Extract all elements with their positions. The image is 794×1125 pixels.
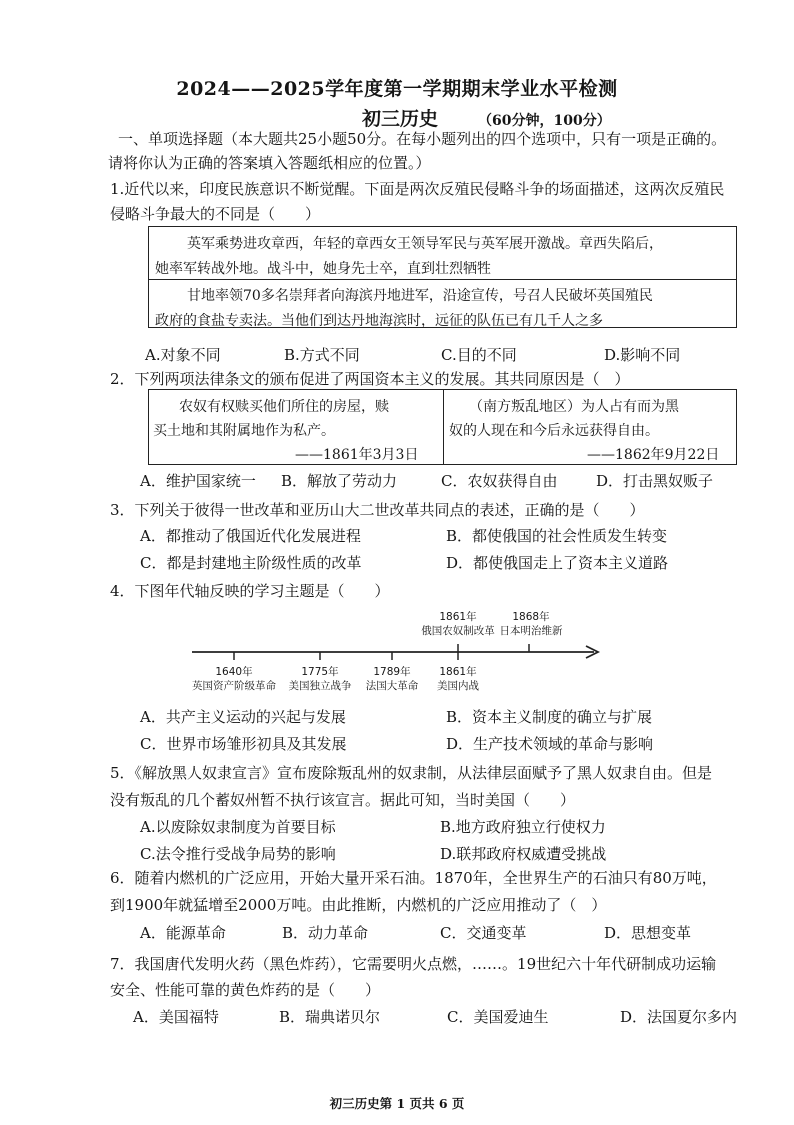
- q6-stem-line2: 到1900年就猛增至2000万吨。由此推断，内燃机的广泛应用推动了（ ）: [110, 896, 607, 914]
- q6-option-d[interactable]: D．思想变革: [604, 924, 692, 942]
- q2-option-a[interactable]: A．维护国家统一: [140, 472, 256, 490]
- timeline-event-1861-us: [428, 665, 488, 693]
- subject-label: 初三历史: [362, 108, 439, 130]
- section-instruction-line2: 请将你认为正确的答案填入答题纸相应的位置。）: [108, 154, 431, 172]
- timeline-event: 美国内战: [437, 680, 479, 692]
- q4-stem: 4．下图年代轴反映的学习主题是（ ）: [110, 582, 390, 600]
- timeline-year: 1789年: [373, 666, 411, 678]
- q2-left-source: ——1861年3月3日: [295, 447, 419, 463]
- duration-label: （60分钟，100分）: [478, 113, 611, 129]
- q5-option-d[interactable]: D.联邦政府权威遭受挑战: [440, 845, 607, 863]
- timeline-event-1868-japan: [496, 610, 566, 638]
- q7-stem-line1: 7．我国唐代发明火药（黑色炸药），它需要明火点燃，……。19世纪六十年代研制成功运输: [110, 955, 717, 973]
- q7-option-c[interactable]: C．美国爱迪生: [447, 1008, 549, 1026]
- q2-box-divider: [443, 390, 444, 464]
- timeline-year: 1861年: [439, 666, 477, 678]
- q6-option-b[interactable]: B．动力革命: [282, 924, 369, 942]
- q4-option-a[interactable]: A．共产主义运动的兴起与发展: [140, 708, 346, 726]
- q1-box1-line2: 她率军转战外地。战斗中，她身先士卒，直到壮烈牺牲: [155, 261, 491, 277]
- q7-option-d[interactable]: D．法国夏尔多内: [620, 1008, 738, 1026]
- section-instruction-line1: 一、单项选择题（本大题共25小题50分。在每小题列出的四个选项中，只有一项是正确的。: [118, 130, 727, 148]
- timeline-event: 日本明治维新: [499, 625, 563, 637]
- timeline-event-1861-russia: [408, 610, 508, 638]
- q1-box-divider: [149, 279, 736, 280]
- timeline-year: 1861年: [439, 611, 477, 623]
- q7-option-b[interactable]: B．瑞典诺贝尔: [279, 1008, 381, 1026]
- q5-option-c[interactable]: C.法令推行受战争局势的影响: [140, 845, 336, 863]
- q2-left-line1: 农奴有权赎买他们所住的房屋，赎: [179, 399, 389, 415]
- q2-option-d[interactable]: D．打击黑奴贩子: [596, 472, 714, 490]
- q1-stem-line1: 1.近代以来，印度民族意识不断觉醒。下面是两次反殖民侵略斗争的场面描述，这两次反殖民: [110, 180, 725, 198]
- q2-right-source: ——1862年9月22日: [587, 447, 720, 463]
- timeline-event: 俄国农奴制改革: [421, 625, 495, 637]
- q5-option-a[interactable]: A.以废除奴隶制度为首要目标: [140, 818, 336, 836]
- q1-box2-line1: 甘地率领70多名崇拜者向海滨丹地进军，沿途宣传，号召人民破坏英国殖民: [187, 288, 653, 304]
- q1-option-d[interactable]: D.影响不同: [604, 346, 681, 364]
- exam-title: 2024——2025学年度第一学期期末学业水平检测: [176, 78, 618, 100]
- q2-option-b[interactable]: B．解放了劳动力: [281, 472, 398, 490]
- exam-subtitle: [362, 104, 611, 131]
- q3-stem: 3．下列关于彼得一世改革和亚历山大二世改革共同点的表述，正确的是（ ）: [110, 501, 645, 519]
- q1-stem-line2: 侵略斗争最大的不同是（ ）: [110, 205, 321, 223]
- q7-stem-line2: 安全、性能可靠的黄色炸药的是（ ）: [110, 981, 381, 999]
- timeline-event: 英国资产阶级革命: [192, 680, 276, 692]
- q1-material-box: [148, 226, 737, 328]
- timeline-event-1640: [183, 665, 285, 693]
- timeline-axis: [190, 640, 605, 664]
- q5-stem-line1: 5．《解放黑人奴隶宣言》宣布废除叛乱州的奴隶制，从法律层面赋予了黑人奴隶自由。但是: [110, 764, 713, 782]
- q1-option-c[interactable]: C.目的不同: [441, 346, 517, 364]
- q2-right-line2: 奴的人现在和今后永远获得自由。: [449, 423, 659, 439]
- q2-left-line2: 买土地和其附属地作为私产。: [153, 423, 335, 439]
- timeline-event: 法国大革命: [365, 680, 419, 692]
- q1-option-a[interactable]: A.对象不同: [145, 346, 221, 364]
- q3-option-a[interactable]: A．都推动了俄国近代化发展进程: [140, 527, 361, 545]
- timeline-event-1775: [284, 665, 356, 693]
- q3-option-d[interactable]: D．都使俄国走上了资本主义道路: [446, 554, 669, 572]
- q6-option-a[interactable]: A．能源革命: [140, 924, 226, 942]
- timeline-year: 1775年: [301, 666, 339, 678]
- q6-option-c[interactable]: C．交通变革: [440, 924, 527, 942]
- q5-stem-line2: 没有叛乱的几个蓄奴州暂不执行该宣言。据此可知，当时美国（ ）: [110, 791, 576, 809]
- q2-right-line1: （南方叛乱地区）为人占有而为黑: [469, 399, 679, 415]
- q1-option-b[interactable]: B.方式不同: [284, 346, 360, 364]
- q4-option-c[interactable]: C．世界市场雏形初具及其发展: [140, 735, 347, 753]
- q2-stem: 2．下列两项法律条文的颁布促进了两国资本主义的发展。其共同原因是（ ）: [110, 370, 630, 388]
- q1-box1-line1: 英军乘势进攻章西，年轻的章西女王领导军民与英军展开激战。章西失陷后，: [187, 236, 663, 252]
- timeline-year: 1868年: [512, 611, 550, 623]
- q2-option-c[interactable]: C．农奴获得自由: [441, 472, 558, 490]
- page-footer: 初三历史第 1 页共 6 页: [329, 1096, 465, 1111]
- timeline-event-1789: [362, 665, 422, 693]
- q4-option-b[interactable]: B．资本主义制度的确立与扩展: [446, 708, 653, 726]
- q7-option-a[interactable]: A．美国福特: [133, 1008, 219, 1026]
- q6-stem-line1: 6．随着内燃机的广泛应用，开始大量开采石油。1870年，全世界生产的石油只有80万吨，: [110, 869, 717, 887]
- q3-option-b[interactable]: B．都使俄国的社会性质发生转变: [446, 527, 668, 545]
- q1-box2-line2: 政府的食盐专卖法。当他们到达丹地海滨时，远征的队伍已有几千人之多: [155, 313, 603, 329]
- q4-option-d[interactable]: D．生产技术领域的革命与影响: [446, 735, 654, 753]
- q3-option-c[interactable]: C．都是封建地主阶级性质的改革: [140, 554, 362, 572]
- timeline-year: 1640年: [215, 666, 253, 678]
- q2-material-box: [148, 389, 737, 465]
- timeline-event: 美国独立战争: [288, 680, 352, 692]
- q5-option-b[interactable]: B.地方政府独立行使权力: [440, 818, 606, 836]
